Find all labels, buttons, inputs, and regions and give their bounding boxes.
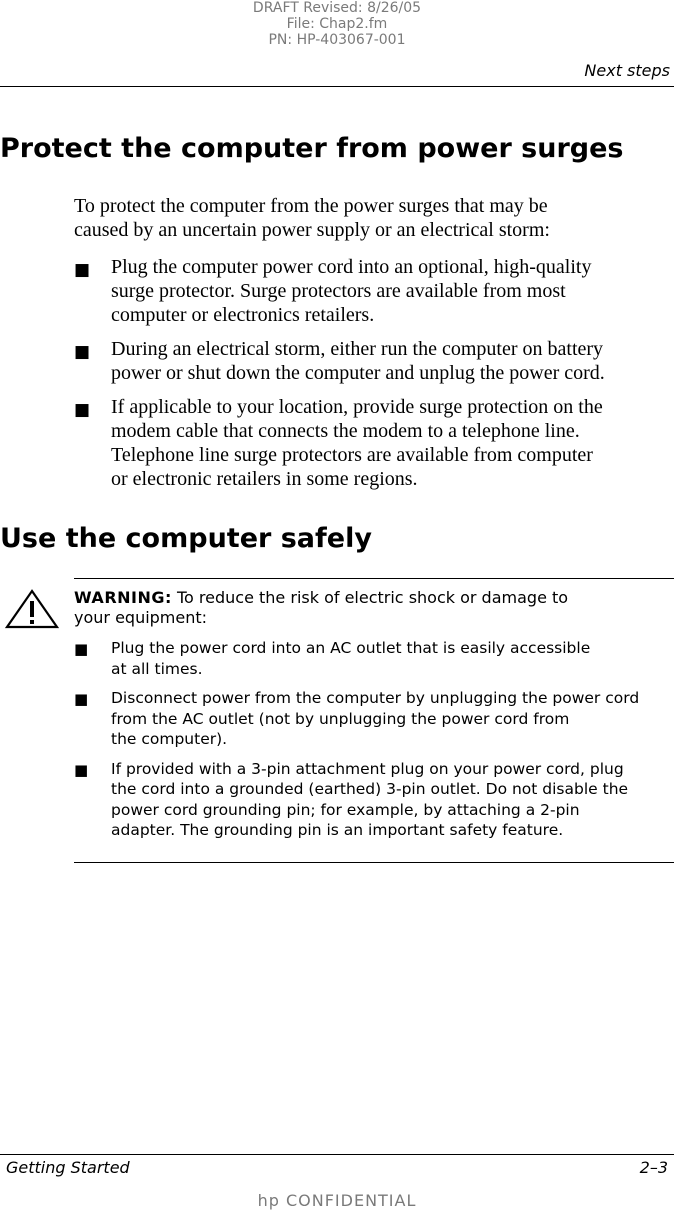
draft-part-number: PN: HP-403067-001 — [268, 32, 406, 48]
warning-bottom-rule — [74, 862, 674, 863]
draft-file: File: Chap2.fm — [286, 16, 388, 32]
warning-note — [74, 588, 604, 628]
list-item-line: or electronic retailers in some regions. — [111, 468, 418, 490]
bullet-square-icon: ■ — [74, 640, 89, 658]
page-number: 2–3 — [639, 1158, 668, 1177]
bullet-square-icon: ■ — [74, 760, 89, 779]
warning-text: To reduce the risk of electric shock or damage to — [171, 588, 569, 607]
intro-line: caused by an uncertain power supply or an electrical storm: — [74, 219, 550, 241]
list-item-line: from the AC outlet (not by unplugging the power cord from — [111, 709, 570, 728]
header-rule — [0, 86, 674, 87]
list-item-line: modem cable that connects the modem to a telephone line. — [111, 420, 580, 442]
list-item — [74, 255, 674, 327]
list-item-line: adapter. The grounding pin is an important safety feature. — [111, 821, 564, 839]
list-item-line: Telephone line surge protectors are available from computer — [111, 444, 593, 466]
warning-triangle-icon — [4, 588, 60, 630]
footer-rule — [0, 1154, 674, 1155]
draft-revised: DRAFT Revised: 8/26/05 — [252, 0, 422, 16]
confidential-stamp: hp CONFIDENTIAL — [257, 1191, 417, 1210]
list-item-line: the cord into a grounded (earthed) 3-pin outlet. Do not disable the — [111, 780, 629, 798]
list-item — [74, 688, 674, 750]
section-title-use-safely: Use the computer safely — [0, 523, 372, 554]
list-item-line: the computer). — [111, 730, 228, 748]
list-item — [74, 395, 674, 491]
warning-label: WARNING: — [74, 588, 172, 607]
list-item-line: Plug the power cord into an AC outlet that is easily accessible — [111, 639, 591, 657]
list-item-line: Disconnect power from the computer by unplugging the power cord — [111, 689, 640, 707]
list-item-line: During an electrical storm, either run the computer on battery — [111, 338, 604, 360]
bullet-square-icon: ■ — [74, 690, 89, 708]
draft-stamp — [0, 0, 674, 48]
list-item-line: at all times. — [111, 659, 203, 678]
list-item-line: power cord grounding pin; for example, by attaching a 2-pin — [111, 800, 580, 819]
list-item-line: Plug the computer power cord into an optional, high-quality — [111, 256, 592, 278]
warning-text: your equipment: — [74, 608, 208, 627]
footer-book-title: Getting Started — [6, 1158, 130, 1177]
list-item-line: computer or electronics retailers. — [111, 304, 375, 326]
intro-paragraph — [74, 194, 674, 242]
list-item-line: power or shut down the computer and unplug the power cord. — [111, 362, 605, 384]
bullet-square-icon: ■ — [74, 342, 91, 362]
bullet-square-icon: ■ — [74, 400, 91, 420]
list-item — [74, 638, 674, 679]
section-title-power-surges: Protect the computer from power surges — [0, 133, 624, 164]
list-item-line: If provided with a 3-pin attachment plug on your power cord, plug — [111, 759, 624, 778]
bullet-square-icon: ■ — [74, 260, 91, 280]
warning-bullet-list — [74, 638, 674, 850]
list-item — [74, 759, 674, 841]
list-item-line: surge protector. Surge protectors are available from most — [111, 280, 566, 302]
list-item — [74, 337, 674, 385]
warning-top-rule — [74, 578, 674, 579]
running-head: Next steps — [584, 61, 670, 80]
surge-bullet-list — [74, 255, 674, 501]
intro-line: To protect the computer from the power surges that may be — [74, 195, 548, 217]
list-item-line: If applicable to your location, provide surge protection on the — [111, 396, 603, 418]
